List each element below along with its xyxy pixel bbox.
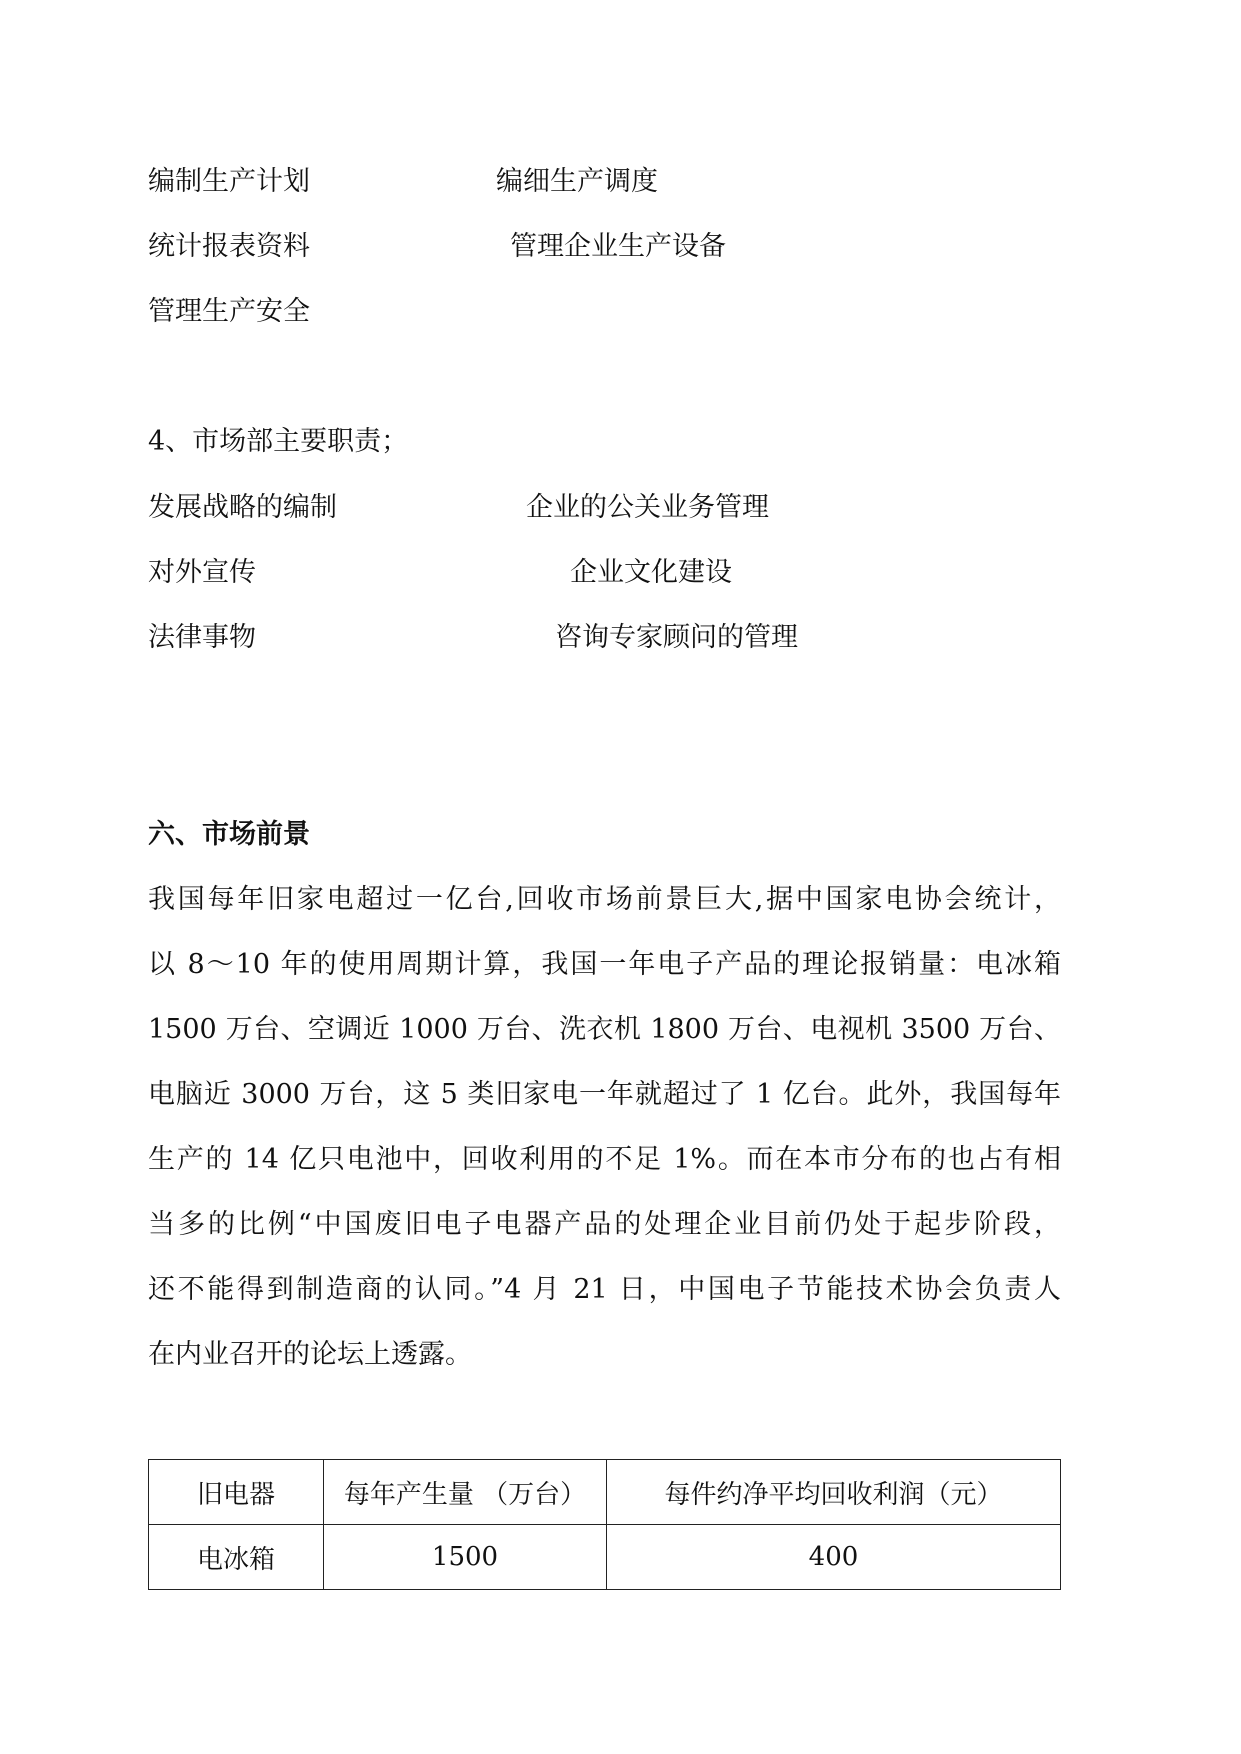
- duty-item: 企业的公关业务管理: [526, 492, 769, 523]
- paragraph-line: 我国每年旧家电超过一亿台,回收市场前景巨大,据中国家电协会统计，: [148, 884, 1061, 915]
- duty-item: 法律事物: [148, 622, 256, 653]
- section-heading: 六、市场前景: [148, 819, 310, 850]
- paragraph-line: 生产的 14 亿只电池中，回收利用的不足 1%。而在本市分布的也占有相: [148, 1144, 1061, 1175]
- paragraph-line: 还不能得到制造商的认同。”4 月 21 日，中国电子节能技术协会负责人: [148, 1274, 1061, 1305]
- table-header-cell: 每年产生量 （万台）: [324, 1460, 607, 1525]
- paragraph-line: 电脑近 3000 万台，这 5 类旧家电一年就超过了 1 亿台。此外，我国每年: [148, 1079, 1061, 1110]
- recycling-table: [148, 1459, 1061, 1590]
- table-header-cell: 每件约净平均回收利润（元）: [607, 1460, 1061, 1525]
- table-cell: 1500: [324, 1525, 607, 1590]
- table-header-cell: 旧电器: [149, 1460, 324, 1525]
- paragraph-line: 当多的比例“中国废旧电子电器产品的处理企业目前仍处于起步阶段，: [148, 1209, 1061, 1240]
- duty-item: 企业文化建设: [570, 557, 732, 588]
- table-cell: 400: [607, 1525, 1061, 1590]
- paragraph-line: 以 8～10 年的使用周期计算，我国一年电子产品的理论报销量：电冰箱: [148, 949, 1061, 980]
- duty-item: 咨询专家顾问的管理: [555, 622, 798, 653]
- paragraph-line: 在内业召开的论坛上透露。: [148, 1339, 472, 1370]
- duty-item: 管理企业生产设备: [510, 231, 726, 262]
- duty-item: 编细生产调度: [496, 166, 658, 197]
- duty-item: 统计报表资料: [148, 231, 310, 262]
- table-header-row: [149, 1460, 1061, 1525]
- duty-item: 管理生产安全: [148, 296, 310, 327]
- duty-item: 发展战略的编制: [148, 492, 337, 523]
- paragraph-line: 1500 万台、空调近 1000 万台、洗衣机 1800 万台、电视机 3500 万台、: [148, 1014, 1061, 1045]
- table-row: [149, 1525, 1061, 1590]
- market-dept-title: 4、市场部主要职责；: [148, 426, 409, 457]
- duty-item: 对外宣传: [148, 557, 256, 588]
- table-cell: 电冰箱: [149, 1525, 324, 1590]
- section-paragraph: [148, 883, 1061, 1403]
- duty-item: 编制生产计划: [148, 166, 310, 197]
